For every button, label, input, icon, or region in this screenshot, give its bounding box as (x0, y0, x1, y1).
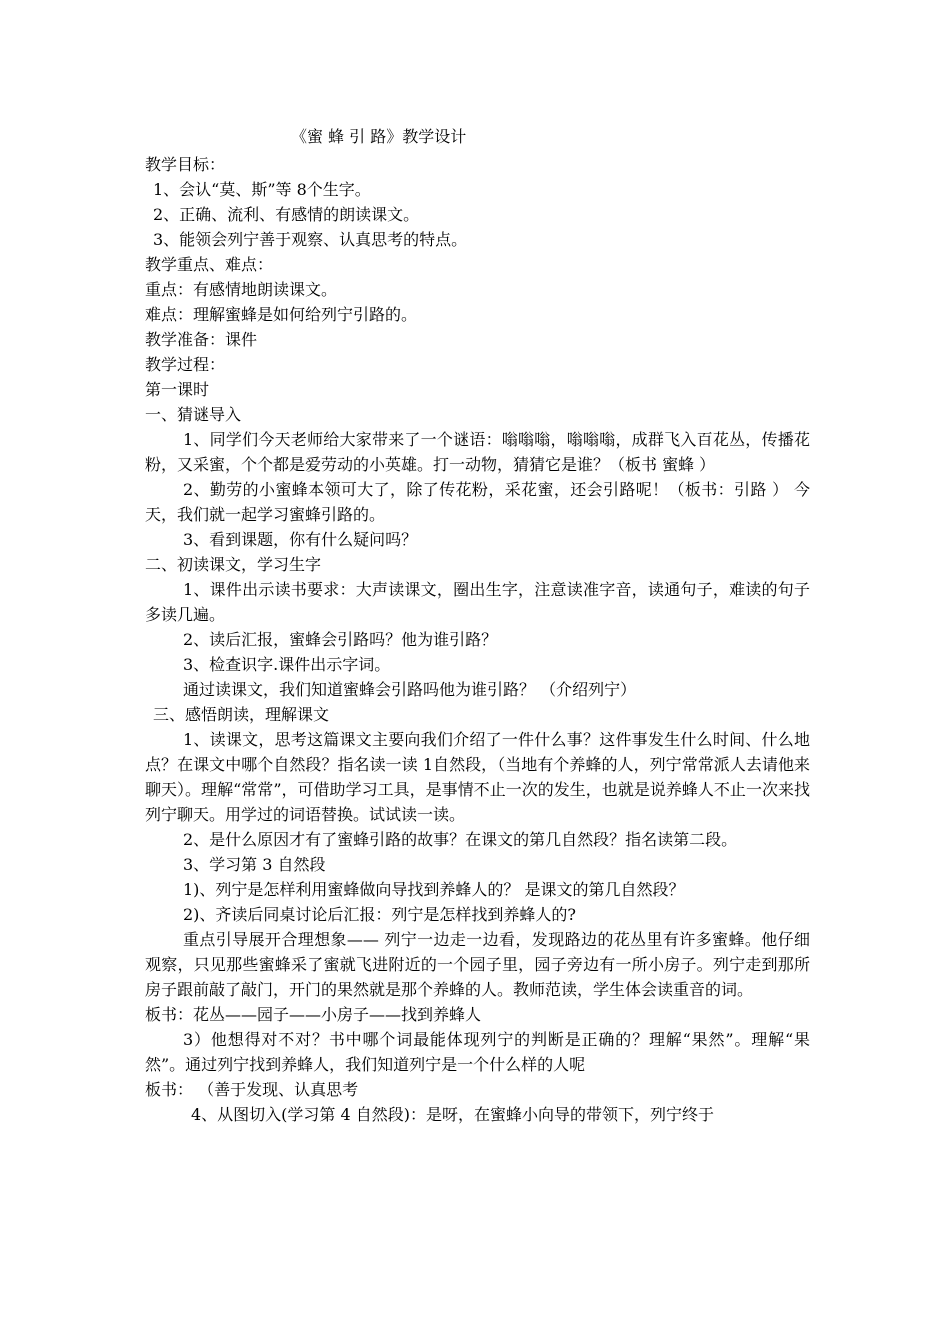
paragraph: 3、学习第 3 自然段 (183, 855, 326, 874)
objective-item: 2、正确、流利、有感情的朗读课文。 (153, 205, 420, 224)
section-heading: 二、初读课文，学习生字 (145, 555, 322, 574)
document-title: 《蜜 蜂 引 路》教学设计 (291, 127, 467, 146)
paragraph: 3）他想得对不对？书中哪个词最能体现列宁的判断是正确的？理解“果然”。理解“果然”。通过列宁找到养蜂人，我们知道列宁是一个什么样的人呢 (145, 1030, 810, 1074)
paragraph: 3、检查识字.课件出示字词。 (183, 655, 391, 674)
document-body (145, 124, 810, 1127)
paragraph: 1、课件出示读书要求：大声读课文，圈出生字，注意读准字音，读通句子，难读的句子多读几遍。 (145, 580, 810, 624)
key-points-heading: 教学重点、难点： (145, 255, 274, 274)
paragraph: 2、勤劳的小蜜蜂本领可大了，除了传花粉，采花蜜，还会引路呢！（板书：引路 ） 今天，我们就一起学习蜜蜂引路的。 (145, 480, 810, 524)
process-heading: 教学过程： (145, 355, 226, 374)
paragraph: 4、从图切入(学习第 4 自然段)：是呀，在蜜蜂小向导的带领下，列宁终于 (191, 1105, 715, 1124)
paragraph: 1)、列宁是怎样利用蜜蜂做向导找到养蜂人的？ 是课文的第几自然段？ (183, 880, 685, 899)
section-heading: 一、猜谜导入 (145, 405, 242, 424)
difficulty-point: 难点：理解蜜蜂是如何给列宁引路的。 (145, 305, 418, 324)
lesson-heading: 第一课时 (145, 380, 210, 399)
board-note: 板书：花丛——园子——小房子——找到养蜂人 (145, 1005, 482, 1024)
paragraph: 通过读课文，我们知道蜜蜂会引路吗他为谁引路？ （介绍列宁） (183, 680, 637, 699)
paragraph: 2)、齐读后同桌讨论后汇报：列宁是怎样找到养蜂人的? (183, 905, 577, 924)
preparation-line: 教学准备：课件 (145, 330, 258, 349)
objective-item: 3、能领会列宁善于观察、认真思考的特点。 (153, 230, 468, 249)
paragraph: 1、同学们今天老师给大家带来了一个谜语：嗡嗡嗡，嗡嗡嗡，成群飞入百花丛，传播花粉，又采蜜，个个都是爱劳动的小英雄。打一动物，猜猜它是谁？（板书 蜜蜂 ） (145, 430, 810, 474)
section-heading: 三、感悟朗读，理解课文 (153, 705, 330, 724)
paragraph: 1、读课文，思考这篇课文主要向我们介绍了一件什么事？这件事发生什么时间、什么地点？在课文中哪个自然段？指名读一读 1自然段，（当地有个养蜂的人，列宁常常派人去请他来聊天）。理解“常常”，可借助学习工具，是事情不止一次的发生，也就是说养蜂人不止一次来找列宁聊天。用学过的词语替换。试试读一读。 (145, 730, 810, 824)
paragraph: 2、是什么原因才有了蜜蜂引路的故事？在课文的第几自然段？指名读第二段。 (183, 830, 738, 849)
paragraph: 重点引导展开合理想象—— 列宁一边走一边看，发现路边的花丛里有许多蜜蜂。他仔细观察，只见那些蜜蜂采了蜜就飞进附近的一个园子里，园子旁边有一所小房子。列宁走到那所房子跟前敲了敲门，开门的果然就是那个养蜂的人。教师范读，学生体会读重音的词。 (145, 930, 810, 999)
key-point: 重点：有感情地朗读课文。 (145, 280, 338, 299)
objectives-heading: 教学目标： (145, 155, 226, 174)
board-note: 板书： （善于发现、认真思考 (145, 1080, 359, 1099)
paragraph: 2、读后汇报，蜜蜂会引路吗？他为谁引路？ (183, 630, 498, 649)
objective-item: 1、会认“莫、斯”等 8个生字。 (153, 180, 371, 199)
paragraph: 3、看到课题，你有什么疑问吗？ (183, 530, 418, 549)
